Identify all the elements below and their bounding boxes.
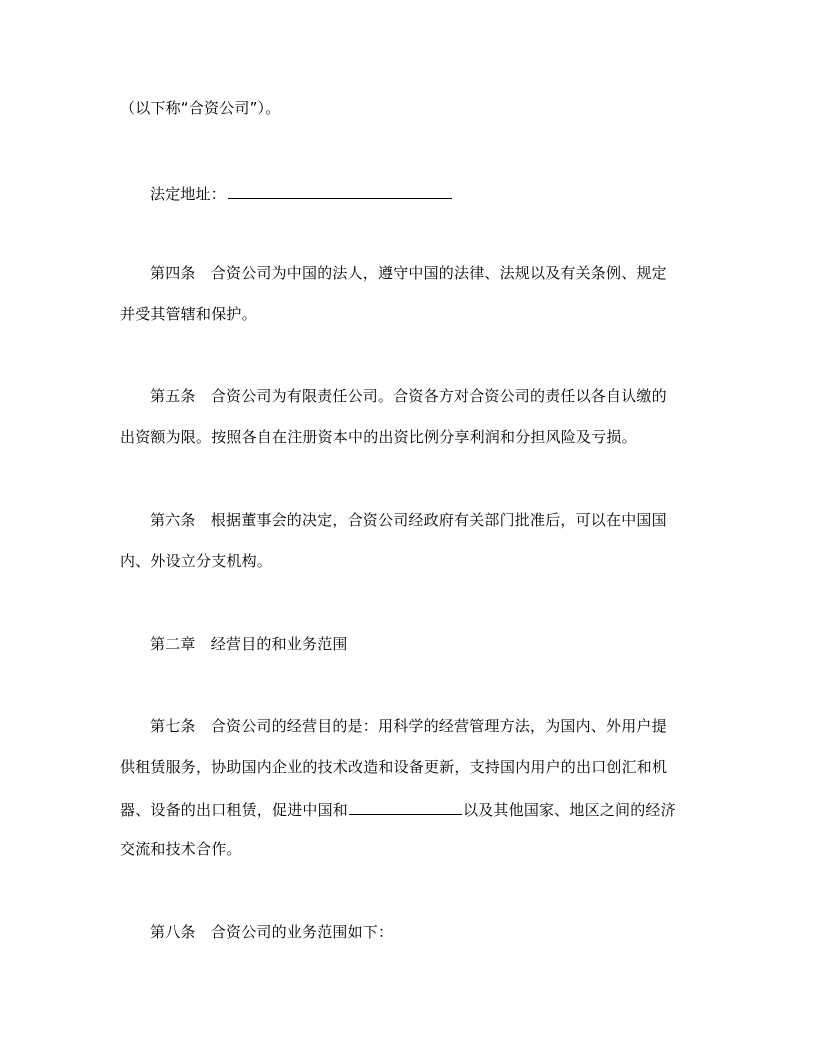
intro-line: （以下称“合资公司”）。 <box>120 99 281 117</box>
article-7-line-1: 第七条 合资公司的经营目的是：用科学的经营管理方法，为国内、外用户提 <box>150 717 667 735</box>
legal-address-label: 法定地址： <box>150 185 227 203</box>
article-5-line-1: 第五条 合资公司为有限责任公司。合资各方对合资公司的责任以各自认缴的 <box>150 387 667 405</box>
article-7-line-4: 交流和技术合作。 <box>120 840 242 858</box>
article-7-line-3 <box>120 798 700 820</box>
country-blank[interactable] <box>349 798 462 815</box>
article-7-line-3-after: 以及其他国家、地区之间的经济 <box>463 801 676 819</box>
article-8-line-1: 第八条 合资公司的业务范围如下： <box>150 923 394 941</box>
article-7-line-3-before: 器、设备的出口租赁，促进中国和 <box>120 801 349 819</box>
chapter-2-title: 第二章 经营目的和业务范围 <box>150 635 348 653</box>
article-6-line-1: 第六条 根据董事会的决定，合资公司经政府有关部门批准后，可以在中国国 <box>150 511 667 529</box>
article-4-line-1: 第四条 合资公司为中国的法人，遵守中国的法律、法规以及有关条例、规定 <box>150 264 667 282</box>
article-7-line-2: 供租赁服务，协助国内企业的技术改造和设备更新，支持国内用户的出口创汇和机 <box>120 758 668 776</box>
article-6-line-2: 内、外设立分支机构。 <box>120 552 273 570</box>
legal-address-blank[interactable] <box>228 182 452 199</box>
article-5-line-2: 出资额为限。按照各自在注册资本中的出资比例分享利润和分担风险及亏损。 <box>120 428 637 446</box>
legal-address-line <box>150 182 700 204</box>
article-4-line-2: 并受其管辖和保护。 <box>120 305 257 323</box>
